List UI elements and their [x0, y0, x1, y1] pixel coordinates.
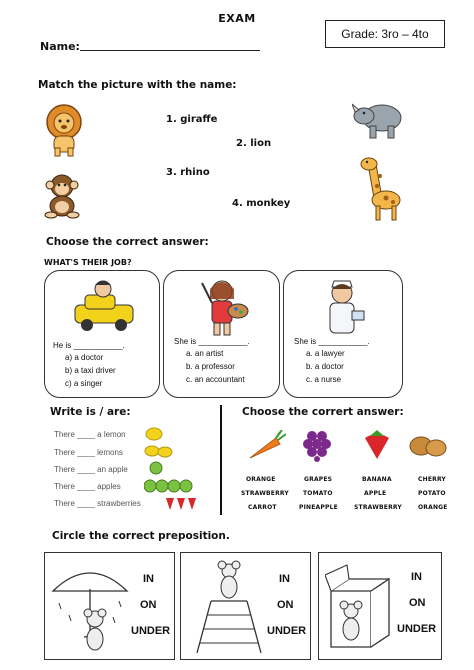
lemon-icon [158, 447, 172, 457]
is-are-line[interactable]: There ____ lemons [54, 448, 123, 457]
fruit-option[interactable]: PINEAPPLE [299, 504, 338, 511]
is-are-fruit-pictures [144, 425, 204, 513]
rhino-picture[interactable] [352, 98, 404, 140]
prep-option[interactable]: ON [277, 599, 294, 611]
match-word-monkey: 4. monkey [232, 198, 291, 209]
job-stem: She is ___________. [174, 337, 250, 346]
carrot-picture [246, 430, 286, 464]
fruit-option[interactable]: CARROT [248, 504, 277, 511]
job-option[interactable]: a. a lawyer [306, 349, 345, 358]
is-are-instruction: Write is / are: [50, 406, 131, 418]
job-card-nurse [283, 270, 403, 398]
prep-card-under [44, 552, 175, 660]
strawberry-icon [188, 498, 196, 510]
is-are-line[interactable]: There ____ strawberries [54, 499, 141, 508]
job-card-artist [163, 270, 280, 398]
prep-instruction: Circle the correct preposition. [52, 530, 230, 542]
prep-option[interactable]: ON [409, 597, 426, 609]
prep-option[interactable]: UNDER [397, 623, 437, 635]
fruit-option[interactable]: STRAWBERRY [241, 490, 289, 497]
match-instruction: Match the picture with the name: [38, 79, 237, 91]
match-word-rhino: 3. rhino [166, 167, 210, 178]
name-label: Name: [40, 40, 80, 53]
mouse-on-ladder-picture [189, 557, 269, 655]
strawberry-picture [362, 428, 392, 460]
prep-option[interactable]: UNDER [267, 625, 307, 637]
lemon-icon [145, 446, 159, 456]
job-stem: He is ___________. [53, 341, 125, 350]
lion-picture[interactable] [40, 102, 88, 158]
prep-option[interactable]: ON [140, 599, 157, 611]
lemon-icon [146, 428, 162, 440]
job-option[interactable]: a. an artist [186, 349, 224, 358]
job-option[interactable]: c) a singer [65, 379, 103, 388]
is-are-line[interactable]: There ____ a lemon [54, 430, 126, 439]
jobs-instruction: Choose the correct answer: [46, 236, 209, 248]
exam-title: EXAM [218, 12, 256, 25]
prep-card-in [318, 552, 442, 660]
artist-picture [192, 277, 252, 337]
apple-icon [168, 480, 180, 492]
prep-option[interactable]: IN [279, 573, 290, 585]
fruit-option[interactable]: POTATO [418, 490, 446, 497]
taxi-driver-picture [69, 277, 139, 335]
fruit-option[interactable]: APPLE [364, 490, 387, 497]
prep-option[interactable]: IN [143, 573, 154, 585]
giraffe-picture[interactable] [358, 156, 406, 222]
is-are-line[interactable]: There ____ an apple [54, 465, 128, 474]
job-option[interactable]: b. a doctor [306, 362, 344, 371]
grade-box: Grade: 3ro – 4to [325, 20, 445, 48]
job-card-taxi [44, 270, 160, 398]
fruit-option[interactable]: CHERRY [418, 476, 446, 483]
apple-icon [180, 480, 192, 492]
match-word-lion: 2. lion [236, 138, 272, 149]
mouse-under-umbrella-picture [49, 561, 131, 655]
fruit-option[interactable]: ORANGE [418, 504, 448, 511]
fruit-option[interactable]: TOMATO [303, 490, 333, 497]
apple-icon [150, 462, 162, 474]
grapes-picture [300, 426, 336, 462]
apple-icon [144, 480, 156, 492]
section-divider [220, 405, 222, 515]
job-option[interactable]: a) a doctor [65, 353, 104, 362]
match-word-giraffe: 1. giraffe [166, 114, 218, 125]
job-option[interactable]: b. a professor [186, 362, 235, 371]
is-are-line[interactable]: There ____ apples [54, 482, 121, 491]
jobs-subtitle: WHAT'S THEIR JOB? [44, 258, 132, 267]
fruit-option[interactable]: STRAWBERRY [354, 504, 402, 511]
prep-option[interactable]: IN [411, 571, 422, 583]
job-stem: She is ___________. [294, 337, 370, 346]
name-field[interactable] [80, 50, 260, 51]
potatoes-picture [408, 430, 448, 460]
job-option[interactable]: b) a taxi driver [65, 366, 116, 375]
prep-card-on [180, 552, 311, 660]
fruit-option[interactable]: ORANGE [246, 476, 276, 483]
fruit-option[interactable]: BANANA [362, 476, 392, 483]
mouse-in-box-picture [325, 561, 399, 653]
strawberry-icon [166, 498, 174, 510]
fruit-option[interactable]: GRAPES [304, 476, 333, 483]
apple-icon [156, 480, 168, 492]
strawberry-icon [177, 498, 185, 510]
nurse-picture [314, 277, 374, 337]
job-option[interactable]: c. an accountant [186, 375, 245, 384]
prep-option[interactable]: UNDER [131, 625, 171, 637]
job-option[interactable]: c. a nurse [306, 375, 342, 384]
monkey-picture[interactable] [40, 172, 86, 220]
fruit-instruction: Choose the corrert answer: [242, 406, 404, 418]
